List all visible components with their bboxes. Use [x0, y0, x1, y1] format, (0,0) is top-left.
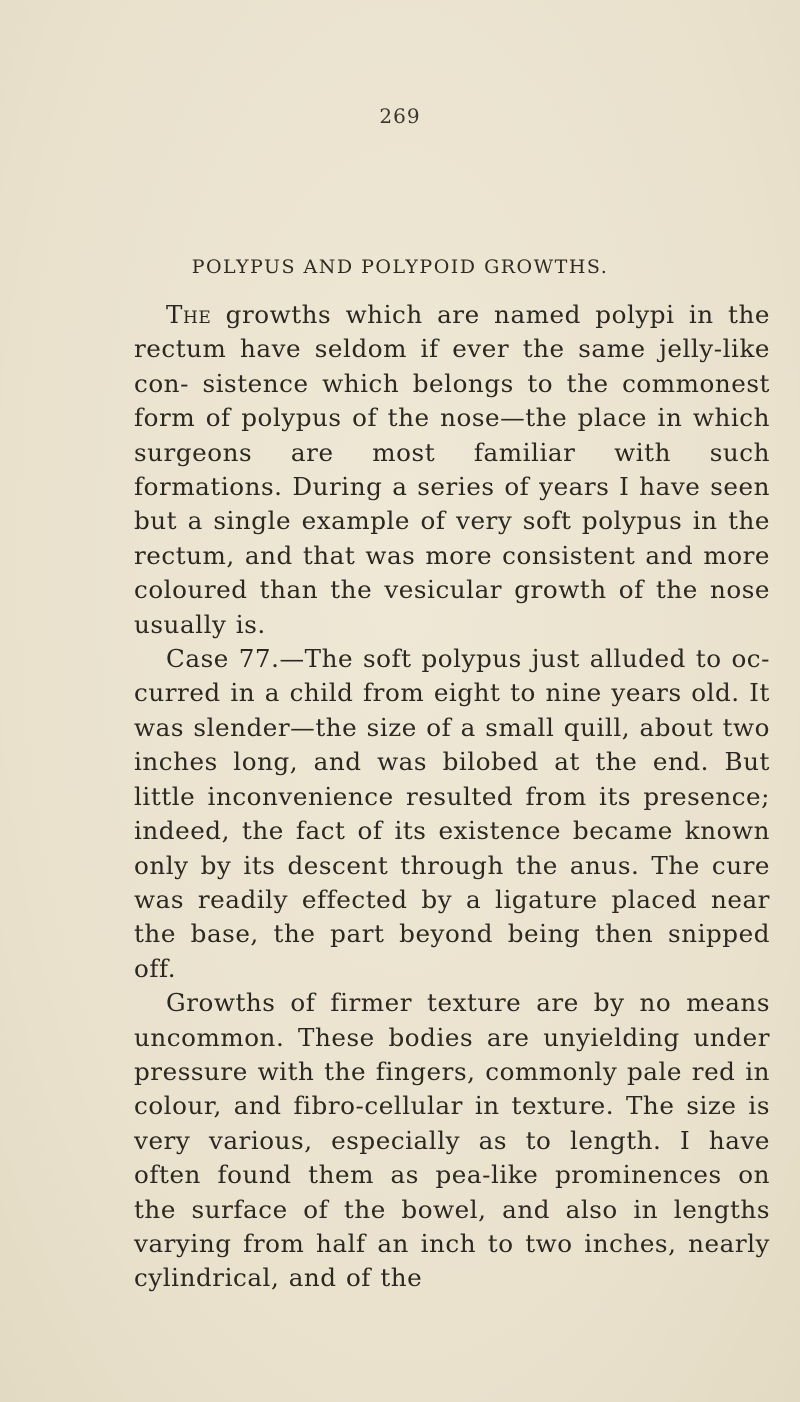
paragraph-1: [134, 298, 770, 642]
paragraph-3: Growths of firmer texture are by no means uncommon. These bodies are unyielding under pressure with the fingers, commonly pale red in colour, and fibro-cellular in texture. The size is very various, especially as to length. I have often found them as pea-like prominences on the surface of the bowel, and also in lengths varying from half an inch to two inches, nearly cylindrical, and of the: [134, 988, 770, 1293]
paragraph-1-lead: The: [166, 300, 212, 329]
paragraph-1-text: growths which are named polypi in the rectum have seldom if ever the same jelly-like con- sistence which belongs to the commonest form of polypus of the nose—the place in which surgeons are most familiar with such formations. During a series of years I have seen but a single example of very soft polypus in the rectum, and that was more consistent and more coloured than the vesicular growth of the nose usually is.: [134, 300, 770, 639]
chapter-title: POLYPUS AND POLYPOID GROWTHS.: [191, 256, 609, 278]
paragraph-2: Case 77.—The soft polypus just alluded to oc- curred in a child from eight to nine years old. It was slender—the size of a small quill, about two inches long, and was bilobed at the end. But little inconvenience resulted from its presence; indeed, the fact of its existence became known only by its descent through the anus. The cure was readily effected by a ligature placed near the base, the part beyond being then snipped off.: [134, 644, 770, 983]
body-text: [134, 298, 770, 1296]
page-number: 269: [379, 104, 421, 128]
